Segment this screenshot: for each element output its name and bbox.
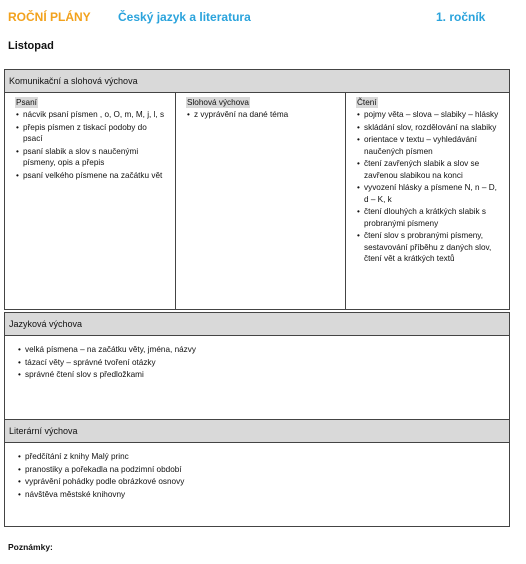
column-list [186,109,337,121]
column-slohova [175,93,345,309]
subject-title: Český jazyk a literatura [118,10,251,24]
column-list [15,109,167,181]
section-komunikacni [4,69,510,310]
grade-label: 1. ročník [436,10,486,24]
section-literarni [4,419,510,527]
section-jazykova [4,312,510,420]
list-item: • pranostiky a pořekadla na podzimní období [25,464,509,476]
list-item: • nácvik psaní písmen , o, O, m, M, j, l, s [23,109,167,121]
notes-label: Poznámky: [8,542,53,552]
list-item: • návštěva městské knihovny [25,489,509,501]
column-cteni [345,93,509,309]
list-item: • velká písmena – na začátku věty, jména, názvy [25,344,509,356]
list-item: • tázací věty – správné tvoření otázky [25,357,509,369]
section-list [5,443,509,500]
section-title: Komunikační a slohová výchova [5,70,509,93]
list-item: • psaní velkého písmene na začátku vět [23,170,167,182]
list-item: • čtení zavřených slabik a slov se zavřenou slabikou na konci [364,158,501,181]
list-item: • pojmy věta – slova – slabiky – hlásky [364,109,501,121]
month-heading: Listopad [8,40,54,52]
page-header [8,10,518,28]
section-title: Literární výchova [5,420,509,443]
list-item: • správné čtení slov s předložkami [25,369,509,381]
list-item: • přepis písmen z tiskací podoby do psací [23,122,167,145]
list-item: • vyprávění pohádky podle obrázkové osnovy [25,476,509,488]
column-title: Čtení [357,98,377,107]
section-columns [5,93,509,309]
column-title: Slohová výchova [187,98,249,107]
list-item: • vyvození hlásky a písmene N, n – D, d – K, k [364,182,501,205]
section-title: Jazyková výchova [5,313,509,336]
list-item: • čtení dlouhých a krátkých slabik s probranými písmeny [364,206,501,229]
list-item: • skládání slov, rozdělování na slabiky [364,122,501,134]
list-item: • předčítání z knihy Malý princ [25,451,509,463]
plan-label: ROČNÍ PLÁNY [8,10,91,24]
column-psani [5,93,175,309]
section-list [5,336,509,381]
column-list [356,109,501,265]
list-item: • orientace v textu – vyhledávání naučených písmen [364,134,501,157]
column-title: Psaní [16,98,37,107]
list-item: • psaní slabik a slov s naučenými písmeny, opis a přepis [23,146,167,169]
list-item: • čtení slov s probranými písmeny, sestavování příběhu z daných slov, čtení vět a krátkých textů [364,230,501,265]
list-item: • z vyprávění na dané téma [194,109,337,121]
